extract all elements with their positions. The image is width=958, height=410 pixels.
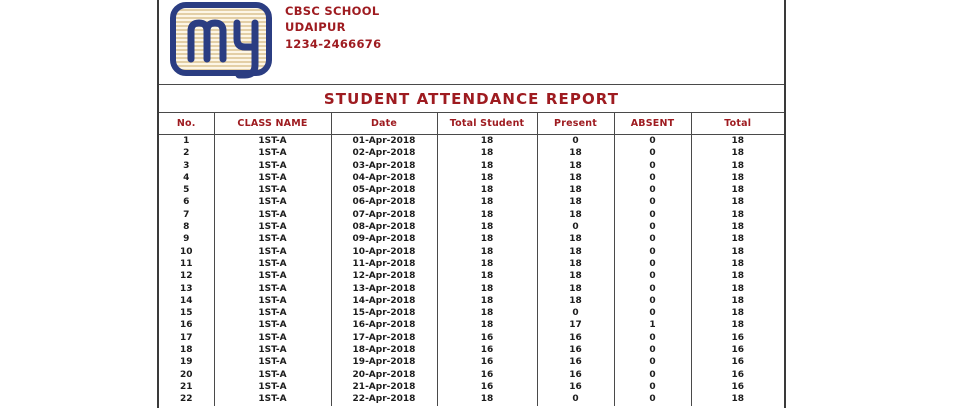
- cell-total-student: 18: [437, 393, 537, 405]
- cell-absent: 0: [614, 356, 691, 368]
- table-row: [159, 196, 784, 208]
- cell-date: 19-Apr-2018: [331, 356, 437, 368]
- cell-total-student: 16: [437, 381, 537, 393]
- cell-total-student: 18: [437, 307, 537, 319]
- cell-class-name: 1ST-A: [214, 196, 331, 208]
- cell-total: 18: [731, 246, 745, 257]
- cell-total-student: 16: [437, 356, 537, 368]
- table-row: [159, 344, 784, 356]
- cell-total-student: 16: [437, 332, 537, 344]
- cell-total-student: 18: [437, 172, 537, 184]
- cell-present: 16: [537, 332, 614, 344]
- table-row: [159, 172, 784, 184]
- cell-present: 18: [537, 283, 614, 295]
- table-row: [159, 319, 784, 331]
- cell-total-student: 18: [437, 221, 537, 233]
- cell-no: 12: [159, 270, 214, 282]
- table-row: [159, 381, 784, 393]
- school-city: UDAIPUR: [285, 20, 346, 35]
- cell-absent: 0: [614, 147, 691, 159]
- cell-class-name: 1ST-A: [214, 319, 331, 331]
- cell-total-student: 18: [437, 160, 537, 172]
- cell-class-name: 1ST-A: [214, 381, 331, 393]
- school-logo: [167, 1, 283, 81]
- cell-absent: 0: [614, 295, 691, 307]
- cell-no: 1: [159, 135, 214, 148]
- cell-absent: 0: [614, 184, 691, 196]
- cell-date: 09-Apr-2018: [331, 233, 437, 245]
- cell-absent: 0: [614, 196, 691, 208]
- column-header-class-name: CLASS NAME: [214, 113, 331, 135]
- cell-no: 22: [159, 393, 214, 405]
- cell-no: 15: [159, 307, 214, 319]
- my-monogram-icon: [167, 1, 283, 81]
- cell-class-name: 1ST-A: [214, 270, 331, 282]
- cell-no: 14: [159, 295, 214, 307]
- cell-present: 18: [537, 295, 614, 307]
- cell-total: 16: [731, 345, 745, 356]
- cell-present: 16: [537, 369, 614, 381]
- cell-date: 04-Apr-2018: [331, 172, 437, 184]
- column-header-absent: ABSENT: [614, 113, 691, 135]
- cell-absent: 0: [614, 209, 691, 221]
- cell-absent: 0: [614, 369, 691, 381]
- cell-present: 18: [537, 246, 614, 258]
- cell-class-name: 1ST-A: [214, 295, 331, 307]
- cell-present: 18: [537, 147, 614, 159]
- cell-present: 0: [537, 135, 614, 148]
- table-row: [159, 221, 784, 233]
- cell-date: 16-Apr-2018: [331, 319, 437, 331]
- cell-total-student: 18: [437, 196, 537, 208]
- table-row: [159, 295, 784, 307]
- cell-no: 19: [159, 356, 214, 368]
- cell-total: 18: [731, 234, 745, 245]
- cell-total: 18: [731, 185, 745, 196]
- table-row: [159, 147, 784, 159]
- report-title-band: [159, 85, 784, 113]
- school-name: CBSC SCHOOL: [285, 4, 380, 18]
- cell-no: 7: [159, 209, 214, 221]
- cell-no: 3: [159, 160, 214, 172]
- cell-total-student: 18: [437, 147, 537, 159]
- cell-total-student: 18: [437, 184, 537, 196]
- cell-total: 18: [731, 320, 745, 331]
- column-header-present: Present: [537, 113, 614, 135]
- table-row: [159, 356, 784, 368]
- cell-class-name: 1ST-A: [214, 283, 331, 295]
- cell-total: 18: [731, 222, 745, 233]
- cell-absent: 0: [614, 381, 691, 393]
- table-row: [159, 393, 784, 405]
- cell-total: 16: [731, 332, 745, 343]
- table-row: [159, 246, 784, 258]
- cell-absent: 0: [614, 283, 691, 295]
- cell-no: 8: [159, 221, 214, 233]
- cell-total: 18: [731, 271, 745, 282]
- cell-absent: 0: [614, 307, 691, 319]
- cell-total: 18: [731, 136, 745, 146]
- cell-present: 18: [537, 160, 614, 172]
- letterhead: [159, 0, 784, 85]
- cell-present: 18: [537, 258, 614, 270]
- cell-date: 01-Apr-2018: [331, 135, 437, 148]
- cell-total: 16: [731, 381, 745, 392]
- cell-total: 18: [731, 283, 745, 294]
- cell-no: 13: [159, 283, 214, 295]
- cell-absent: 0: [614, 332, 691, 344]
- cell-present: 16: [537, 344, 614, 356]
- cell-total-student: 18: [437, 135, 537, 148]
- cell-total: 18: [731, 394, 745, 405]
- cell-date: 10-Apr-2018: [331, 246, 437, 258]
- cell-no: 18: [159, 344, 214, 356]
- cell-present: 16: [537, 356, 614, 368]
- cell-date: 05-Apr-2018: [331, 184, 437, 196]
- cell-class-name: 1ST-A: [214, 344, 331, 356]
- cell-class-name: 1ST-A: [214, 135, 331, 148]
- cell-total: 18: [731, 160, 745, 171]
- cell-class-name: 1ST-A: [214, 356, 331, 368]
- cell-date: 07-Apr-2018: [331, 209, 437, 221]
- cell-no: 16: [159, 319, 214, 331]
- cell-date: 13-Apr-2018: [331, 283, 437, 295]
- cell-absent: 0: [614, 344, 691, 356]
- cell-total: 18: [731, 258, 745, 269]
- cell-total-student: 18: [437, 319, 537, 331]
- cell-date: 15-Apr-2018: [331, 307, 437, 319]
- cell-absent: 0: [614, 233, 691, 245]
- cell-absent: 0: [614, 246, 691, 258]
- table-body: [159, 135, 784, 406]
- cell-no: 9: [159, 233, 214, 245]
- cell-absent: 0: [614, 172, 691, 184]
- cell-date: 20-Apr-2018: [331, 369, 437, 381]
- table-row: [159, 369, 784, 381]
- cell-date: 03-Apr-2018: [331, 160, 437, 172]
- cell-total-student: 16: [437, 369, 537, 381]
- cell-present: 0: [537, 221, 614, 233]
- cell-absent: 0: [614, 135, 691, 148]
- cell-no: 4: [159, 172, 214, 184]
- cell-present: 18: [537, 172, 614, 184]
- cell-total: 16: [731, 369, 745, 380]
- column-header-date: Date: [331, 113, 437, 135]
- cell-no: 20: [159, 369, 214, 381]
- table-row: [159, 307, 784, 319]
- cell-total: 18: [731, 308, 745, 319]
- cell-date: 17-Apr-2018: [331, 332, 437, 344]
- cell-class-name: 1ST-A: [214, 172, 331, 184]
- column-header-total-student: Total Student: [437, 113, 537, 135]
- table-row: [159, 283, 784, 295]
- table-row: [159, 332, 784, 344]
- cell-class-name: 1ST-A: [214, 332, 331, 344]
- cell-present: 17: [537, 319, 614, 331]
- cell-absent: 0: [614, 160, 691, 172]
- cell-present: 18: [537, 233, 614, 245]
- cell-present: 0: [537, 393, 614, 405]
- cell-no: 5: [159, 184, 214, 196]
- cell-total: 18: [731, 197, 745, 208]
- cell-class-name: 1ST-A: [214, 233, 331, 245]
- cell-class-name: 1ST-A: [214, 147, 331, 159]
- cell-total: 18: [731, 209, 745, 220]
- cell-date: 11-Apr-2018: [331, 258, 437, 270]
- cell-no: 21: [159, 381, 214, 393]
- attendance-table: [159, 113, 784, 406]
- cell-no: 6: [159, 196, 214, 208]
- cell-total: 16: [731, 357, 745, 368]
- cell-present: 18: [537, 184, 614, 196]
- cell-class-name: 1ST-A: [214, 221, 331, 233]
- cell-no: 10: [159, 246, 214, 258]
- cell-no: 11: [159, 258, 214, 270]
- cell-date: 02-Apr-2018: [331, 147, 437, 159]
- cell-date: 06-Apr-2018: [331, 196, 437, 208]
- cell-total: 18: [731, 148, 745, 159]
- cell-present: 18: [537, 209, 614, 221]
- table-header-row: [159, 113, 784, 135]
- cell-date: 18-Apr-2018: [331, 344, 437, 356]
- cell-absent: 0: [614, 270, 691, 282]
- cell-class-name: 1ST-A: [214, 369, 331, 381]
- column-header-total: Total: [691, 113, 784, 135]
- cell-absent: 0: [614, 258, 691, 270]
- cell-date: 21-Apr-2018: [331, 381, 437, 393]
- table-row: [159, 160, 784, 172]
- cell-total-student: 18: [437, 258, 537, 270]
- table-row: [159, 209, 784, 221]
- cell-date: 08-Apr-2018: [331, 221, 437, 233]
- table-row: [159, 233, 784, 245]
- column-header-no: No.: [159, 113, 214, 135]
- cell-total: 18: [731, 295, 745, 306]
- table-row: [159, 184, 784, 196]
- report-page: [157, 0, 786, 408]
- cell-class-name: 1ST-A: [214, 258, 331, 270]
- cell-total-student: 18: [437, 270, 537, 282]
- cell-absent: 1: [614, 319, 691, 331]
- table-row: [159, 270, 784, 282]
- cell-total-student: 16: [437, 344, 537, 356]
- cell-class-name: 1ST-A: [214, 246, 331, 258]
- cell-no: 17: [159, 332, 214, 344]
- cell-present: 0: [537, 307, 614, 319]
- cell-present: 18: [537, 270, 614, 282]
- cell-class-name: 1ST-A: [214, 393, 331, 405]
- cell-class-name: 1ST-A: [214, 184, 331, 196]
- cell-date: 22-Apr-2018: [331, 393, 437, 405]
- cell-total-student: 18: [437, 246, 537, 258]
- school-identity: [285, 3, 381, 52]
- table-row: [159, 258, 784, 270]
- cell-date: 14-Apr-2018: [331, 295, 437, 307]
- cell-absent: 0: [614, 393, 691, 405]
- cell-total-student: 18: [437, 295, 537, 307]
- cell-present: 18: [537, 196, 614, 208]
- cell-total-student: 18: [437, 283, 537, 295]
- school-phone: 1234-2466676: [285, 36, 382, 51]
- cell-class-name: 1ST-A: [214, 307, 331, 319]
- cell-total: 18: [731, 172, 745, 183]
- cell-class-name: 1ST-A: [214, 209, 331, 221]
- cell-class-name: 1ST-A: [214, 160, 331, 172]
- table-row: [159, 135, 784, 148]
- cell-no: 2: [159, 147, 214, 159]
- cell-total-student: 18: [437, 209, 537, 221]
- cell-date: 12-Apr-2018: [331, 270, 437, 282]
- page-title: STUDENT ATTENDANCE REPORT: [323, 89, 620, 108]
- cell-absent: 0: [614, 221, 691, 233]
- cell-present: 16: [537, 381, 614, 393]
- cell-total-student: 18: [437, 233, 537, 245]
